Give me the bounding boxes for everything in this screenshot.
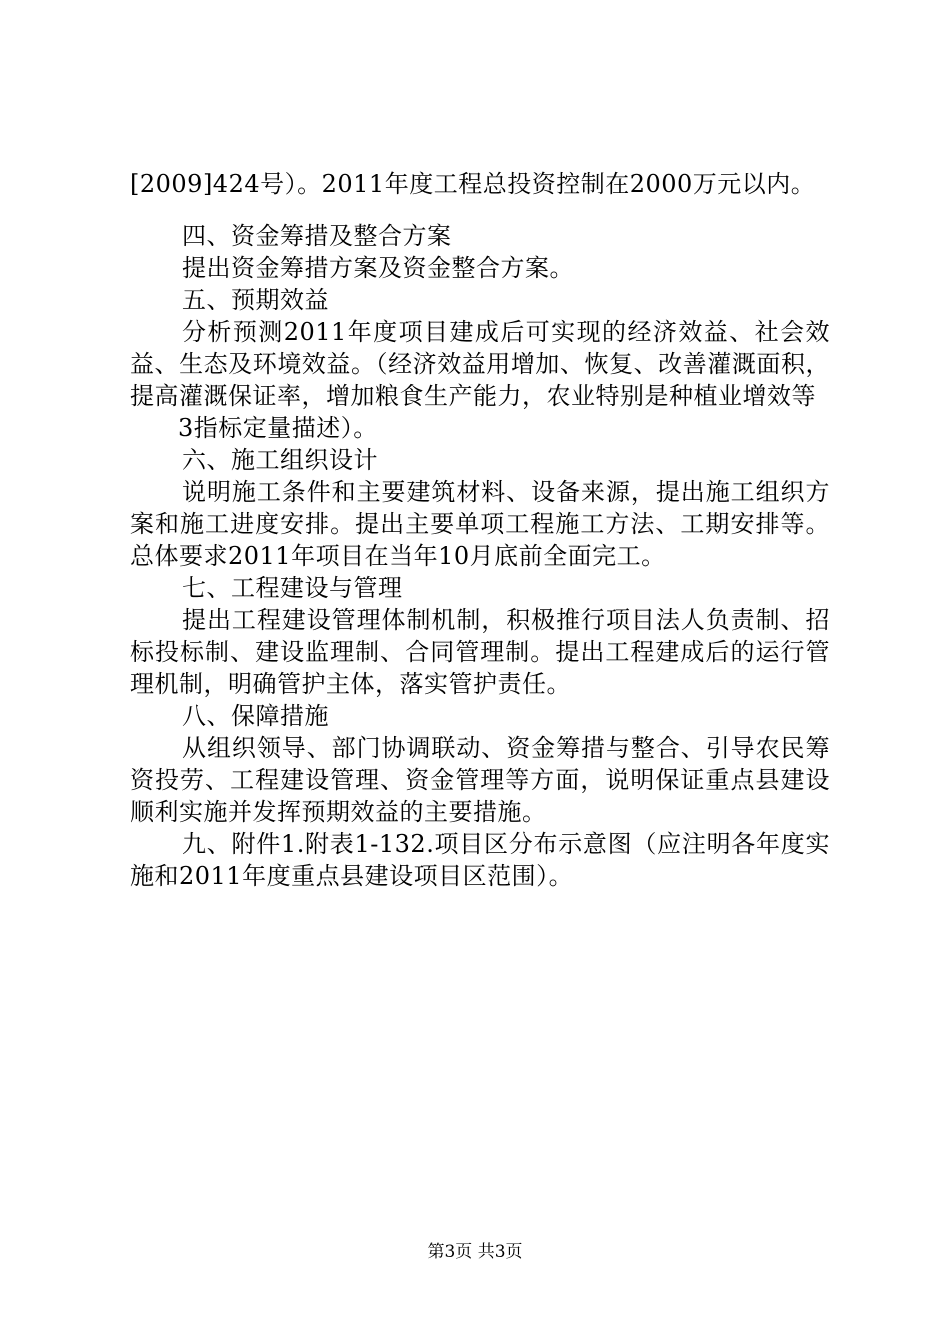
heading-funding-plan: 四、资金筹措及整合方案 xyxy=(182,222,452,250)
paragraph-continuation: [2009]424号）。2011年度工程总投资控制在2000万元以内。 xyxy=(130,170,816,198)
paragraph-construction-management: 提出工程建设管理体制机制，积极推行项目法人负责制、招标投标制、建设监理制、合同管理制。提出工程建成后的运行管理机制，明确管护主体，落实管护责任。 xyxy=(130,606,830,698)
page-number-footer: 第3页 共3页 xyxy=(427,1242,523,1262)
paragraph-benefits-note: 3指标定量描述）。 xyxy=(178,414,378,442)
heading-construction-design: 六、施工组织设计 xyxy=(182,446,378,474)
paragraph-safeguard-measures: 从组织领导、部门协调联动、资金筹措与整合、引导农民筹资投劳、工程建设管理、资金管理等方面，说明保证重点县建设顺利实施并发挥预期效益的主要措施。 xyxy=(130,734,830,826)
heading-safeguard-measures: 八、保障措施 xyxy=(182,702,329,730)
heading-construction-management: 七、工程建设与管理 xyxy=(182,574,403,602)
document-body xyxy=(130,168,830,892)
paragraph-funding-plan: 提出资金筹措方案及资金整合方案。 xyxy=(182,254,574,282)
paragraph-construction-design: 说明施工条件和主要建筑材料、设备来源，提出施工组织方案和施工进度安排。提出主要单项工程施工方法、工期安排等。总体要求2011年项目在当年10月底前全面完工。 xyxy=(130,478,830,570)
paragraph-attachments: 九、附件1.附表1-132.项目区分布示意图（应注明各年度实施和2011年度重点县建设项目区范围）。 xyxy=(130,830,830,890)
paragraph-expected-benefits: 分析预测2011年度项目建成后可实现的经济效益、社会效益、生态及环境效益。（经济效益用增加、恢复、改善灌溉面积，提高灌溉保证率，增加粮食生产能力，农业特别是种植业增效等 xyxy=(130,318,830,410)
heading-expected-benefits: 五、预期效益 xyxy=(182,286,329,314)
